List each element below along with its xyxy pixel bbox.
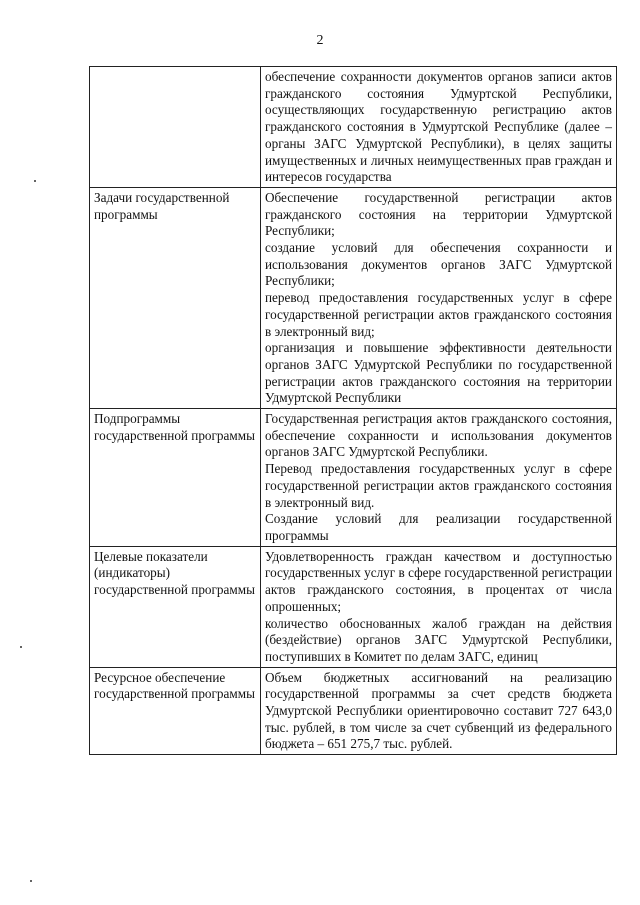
table-row [90,546,617,667]
table-row [90,409,617,547]
row-content [261,546,617,667]
scan-artifact-dot [30,880,32,882]
row-content [261,409,617,547]
row-content [261,187,617,408]
row-paragraph: обеспечение сохранности документов органов записи актов гражданского состояния Удмуртской Республики, осуществляющих государственную регистрацию актов гражданского состояния в Удмуртской Республике (далее – органы ЗАГС Удмуртской Республики), в целях защиты имущественных и личных неимущественных прав граждан и интересов государства [265,69,612,185]
scan-artifact-dot [20,646,22,648]
table-row [90,67,617,188]
program-passport-table [89,66,617,755]
row-paragraph: перевод предоставления государственных услуг в сфере государственной регистрации актов гражданского состояния в электронный вид; [265,290,612,339]
row-paragraph: количество обоснованных жалоб граждан на действия (бездействие) органов ЗАГС Удмуртской Республики, поступивших в Комитет по делам ЗАГС, единиц [265,615,612,664]
row-paragraph: Государственная регистрация актов гражданского состояния, обеспечение сохранности и использования документов органов ЗАГС Удмуртской Республики. [265,411,612,460]
page-number: 2 [316,33,324,48]
table-row [90,667,617,755]
row-paragraph: Удовлетворенность граждан качеством и доступностью государственных услуг в сфере государственной регистрации актов гражданского состояния, в процентах от числа опрошенных; [265,548,612,614]
row-paragraph: Обеспечение государственной регистрации актов гражданского состояния на территории Удмуртской Республики; [265,189,612,239]
row-label [90,67,261,188]
row-content [261,67,617,188]
scan-artifact-dot [34,180,36,182]
row-label: Задачи государственной программы [90,187,261,408]
row-paragraph: Перевод предоставления государственных услуг в сфере государственной регистрации актов гражданского состояния в электронный вид. [265,461,612,510]
row-paragraph: Создание условий для реализации государственной программы [265,511,612,543]
row-label: Ресурсное обеспечение государственной программы [90,667,261,755]
table-row [90,187,617,408]
row-paragraph: Объем бюджетных ассигнований на реализацию государственной программы за счет средств бюджета Удмуртской Республики ориентировочно составит 727 643,0 тыс. рублей, в том числе за счет субвенций из федерального бюджета – 651 275,7 тыс. рублей. [265,669,612,752]
row-paragraph: создание условий для обеспечения сохранности и использования документов органов ЗАГС Удмуртской Республики; [265,240,612,289]
row-label: Целевые показатели (индикаторы) государственной программы [90,546,261,667]
row-label: Подпрограммы государственной программы [90,409,261,547]
row-paragraph: организация и повышение эффективности деятельности органов ЗАГС Удмуртской Республики по государственной регистрации актов гражданского состояния на территории Удмуртской Республики [265,340,612,406]
row-content [261,667,617,755]
